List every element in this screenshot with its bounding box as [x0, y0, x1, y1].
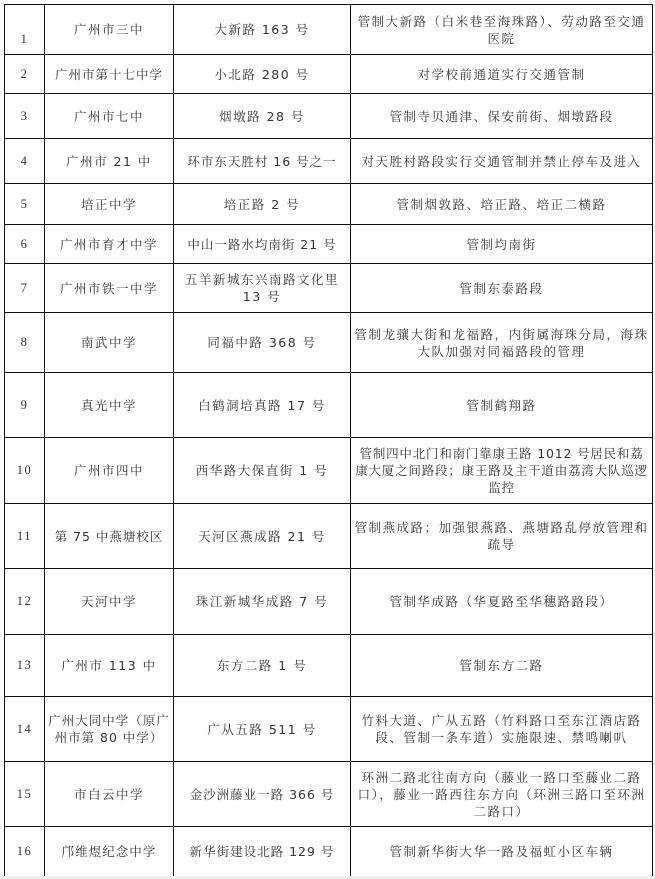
- control-measure: 对天胜村路段实行交通管制并禁止停车及进入: [351, 139, 653, 184]
- row-number: 16: [5, 827, 45, 877]
- table-row: [5, 373, 653, 438]
- school-name: 天河中学: [45, 569, 174, 635]
- row-number: 14: [5, 697, 45, 762]
- table-row: [5, 438, 653, 504]
- control-measure: 管制四中北门和南门靠康王路 1012 号居民和荔康大厦之间路段；康王路及主干道由荔湾大队巡逻监控: [351, 438, 653, 504]
- control-measure: 管制东泰路段: [351, 264, 653, 313]
- row-number: 3: [5, 94, 45, 139]
- school-address: 小北路 280 号: [174, 55, 351, 94]
- row-number: 12: [5, 569, 45, 635]
- table-row: [5, 827, 653, 877]
- school-name: 南武中学: [45, 313, 174, 373]
- school-address: 大新路 163 号: [174, 5, 351, 55]
- control-measure: 管制华成路（华夏路至华穗路路段）: [351, 569, 653, 635]
- table-row: [5, 762, 653, 827]
- table-row: [5, 55, 653, 94]
- table-row: [5, 697, 653, 762]
- school-name: 广州市第十七中学: [45, 55, 174, 94]
- control-measure: 管制龙骧大街和龙福路，内街属海珠分局，海珠大队加强对同福路段的管理: [351, 313, 653, 373]
- control-measure: 竹料大道、广从五路（竹料路口至东江酒店路段、管制一条车道）实施限速、禁鸣喇叭: [351, 697, 653, 762]
- school-address: 天河区燕成路 21 号: [174, 504, 351, 569]
- table-row: [5, 264, 653, 313]
- row-number: 15: [5, 762, 45, 827]
- school-name: 真光中学: [45, 373, 174, 438]
- table-row: [5, 569, 653, 635]
- school-name: 培正中学: [45, 184, 174, 225]
- table-row: [5, 225, 653, 264]
- row-number: 2: [5, 55, 45, 94]
- school-name: 市白云中学: [45, 762, 174, 827]
- table-row: [5, 313, 653, 373]
- school-name: 广州市铁一中学: [45, 264, 174, 313]
- row-number: 8: [5, 313, 45, 373]
- school-address: 西华路大保直街 1 号: [174, 438, 351, 504]
- control-measure: 管制均南街: [351, 225, 653, 264]
- school-address: 金沙洲藤业一路 366 号: [174, 762, 351, 827]
- school-address: 烟墩路 28 号: [174, 94, 351, 139]
- school-name: 广州大同中学（原广州市第 80 中学）: [45, 697, 174, 762]
- row-number: 4: [5, 139, 45, 184]
- table-row: [5, 635, 653, 697]
- control-measure: 管制新华街大华一路及福虹小区车辆: [351, 827, 653, 877]
- school-name: 广州市 113 中: [45, 635, 174, 697]
- control-measure: 管制寺贝通津、保安前街、烟墩路段: [351, 94, 653, 139]
- control-measure: 管制燕成路；加强银燕路、燕塘路乱停放管理和疏导: [351, 504, 653, 569]
- row-number: 7: [5, 264, 45, 313]
- control-measure: 管制烟敦路、培正路、培正二横路: [351, 184, 653, 225]
- school-name: 邝维煜纪念中学: [45, 827, 174, 877]
- row-number: 10: [5, 438, 45, 504]
- school-address: 珠江新城华成路 7 号: [174, 569, 351, 635]
- school-address: 环市东天胜村 16 号之一: [174, 139, 351, 184]
- table-row: [5, 504, 653, 569]
- row-number: 11: [5, 504, 45, 569]
- school-address: 广从五路 511 号: [174, 697, 351, 762]
- school-address: 东方二路 1 号: [174, 635, 351, 697]
- table-row: [5, 5, 653, 55]
- row-number: 13: [5, 635, 45, 697]
- row-number: 5: [5, 184, 45, 225]
- school-name: 广州市七中: [45, 94, 174, 139]
- school-name: 广州市 21 中: [45, 139, 174, 184]
- school-name: 广州市育才中学: [45, 225, 174, 264]
- table-row: [5, 184, 653, 225]
- school-address: 白鹤洞培真路 17 号: [174, 373, 351, 438]
- table-row: [5, 139, 653, 184]
- school-name: 广州市三中: [45, 5, 174, 55]
- table-row: [5, 94, 653, 139]
- school-address: 培正路 2 号: [174, 184, 351, 225]
- school-address: 中山一路水均南街 21 号: [174, 225, 351, 264]
- school-address: 五羊新城东兴南路文化里 13 号: [174, 264, 351, 313]
- control-measure: 环洲二路北往南方向（藤业一路口至藤业二路口），藤业一路西往东方向（环洲三路口至环洲二路口）: [351, 762, 653, 827]
- row-number: 9: [5, 373, 45, 438]
- row-number: 1: [5, 5, 45, 55]
- school-address: 同福中路 368 号: [174, 313, 351, 373]
- control-measure: 管制鹤翔路: [351, 373, 653, 438]
- control-measure: 对学校前通道实行交通管制: [351, 55, 653, 94]
- school-address: 新华街建设北路 129 号: [174, 827, 351, 877]
- school-traffic-control-table: [4, 4, 653, 877]
- row-number: 6: [5, 225, 45, 264]
- control-measure: 管制东方二路: [351, 635, 653, 697]
- control-measure: 管制大新路（白米巷至海珠路）、劳动路至交通医院: [351, 5, 653, 55]
- school-name: 广州市四中: [45, 438, 174, 504]
- school-name: 第 75 中燕塘校区: [45, 504, 174, 569]
